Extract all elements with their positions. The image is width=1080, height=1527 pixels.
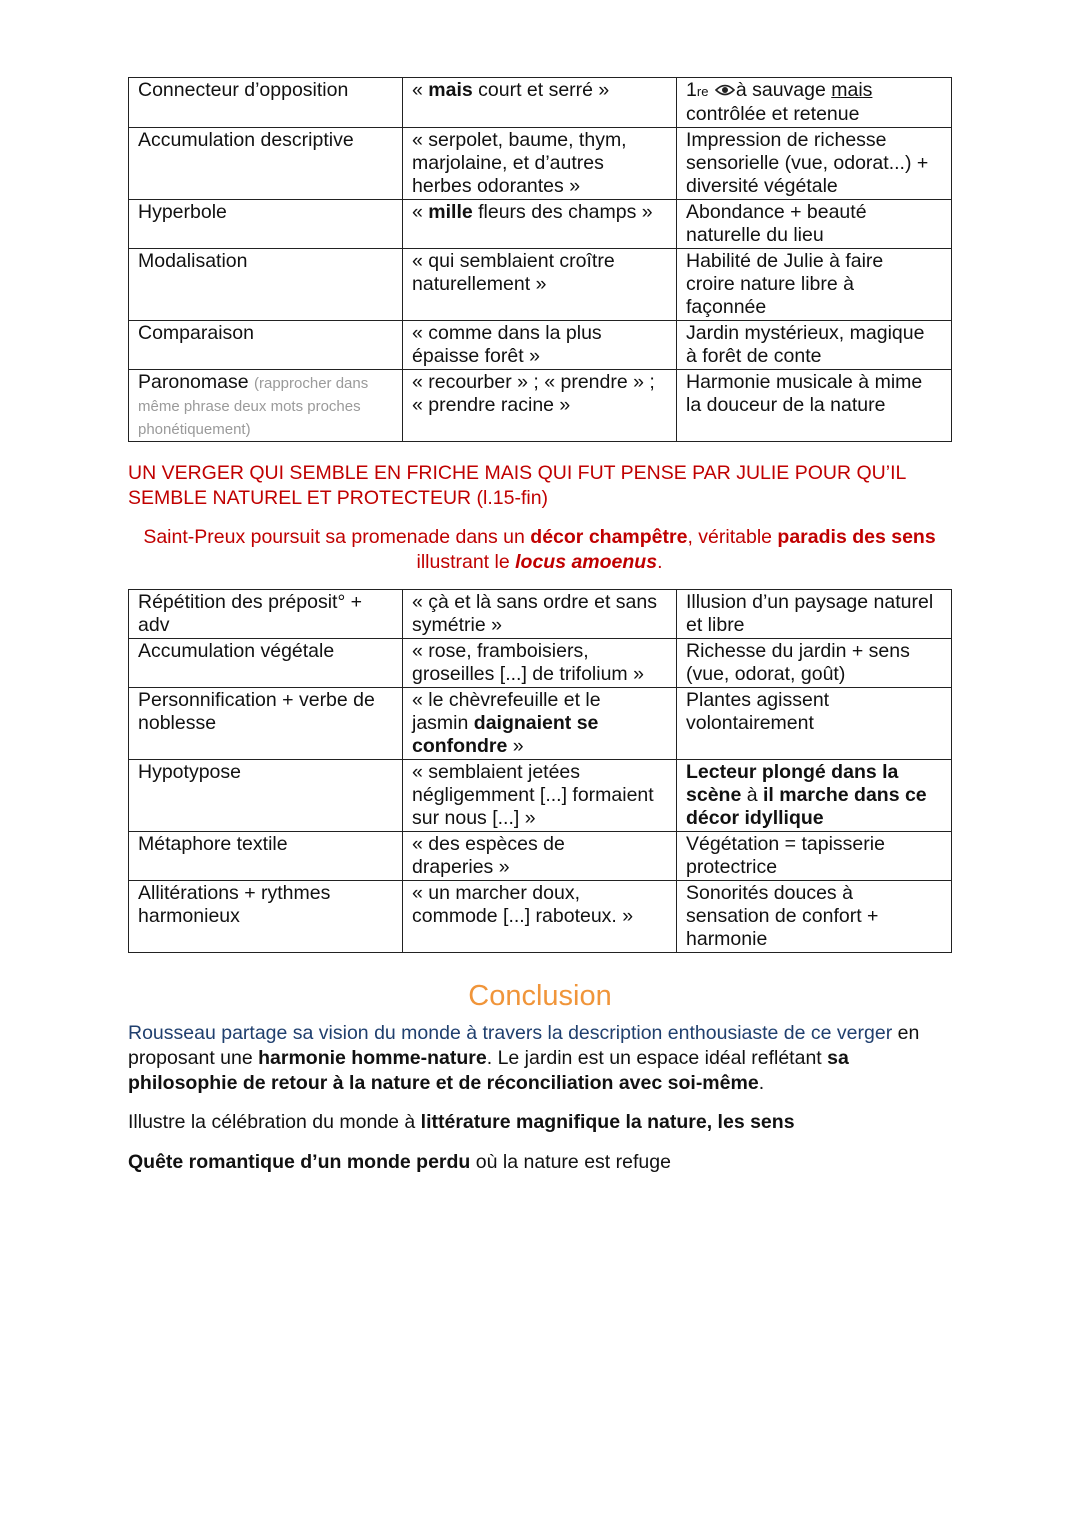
conclusion-paragraph-3: Quête romantique d’un monde perdu où la nature est refuge <box>128 1151 671 1173</box>
figure-name: Allitérations + rythmes harmonieux <box>129 881 403 953</box>
figure-name: Répétition des préposit° + adv <box>129 590 403 639</box>
quotation: « un marcher doux, commode [...] raboteux. » <box>403 881 677 953</box>
quotation: « semblaient jetées négligemment [...] formaient sur nous [...] » <box>403 760 677 832</box>
quotation: « le chèvrefeuille et le jasmin daignaient se confondre » <box>403 688 677 760</box>
figure-name: Modalisation <box>129 249 403 321</box>
table-row <box>129 370 952 442</box>
interpretation: Abondance + beauté naturelle du lieu <box>677 200 952 249</box>
table-row <box>129 639 952 688</box>
quotation: « mais court et serré » <box>403 78 677 128</box>
table-row <box>129 128 952 200</box>
table-row <box>129 249 952 321</box>
interpretation: Sonorités douces à sensation de confort + harmonie <box>677 881 952 953</box>
table-row <box>129 881 952 953</box>
quotation: « qui semblaient croître naturellement » <box>403 249 677 321</box>
table-row <box>129 321 952 370</box>
section-intro: Saint-Preux poursuit sa promenade dans un décor champêtre, véritable paradis des sens illustrant le locus amoenus. <box>143 526 936 573</box>
section-title: UN VERGER QUI SEMBLE EN FRICHE MAIS QUI FUT PENSE PAR JULIE POUR QU’IL SEMBLE NATUREL ET PROTECTEUR (l.15-fin) <box>128 462 907 509</box>
figure-name: Personnification + verbe de noblesse <box>129 688 403 760</box>
figure-name: Hyperbole <box>129 200 403 249</box>
interpretation: Richesse du jardin + sens (vue, odorat, goût) <box>677 639 952 688</box>
figure-name: Accumulation végétale <box>129 639 403 688</box>
interpretation: Illusion d’un paysage naturel et libre <box>677 590 952 639</box>
table-row <box>129 688 952 760</box>
figure-name: Connecteur d’opposition <box>129 78 403 128</box>
table-row <box>129 78 952 128</box>
conclusion-paragraph-1: Rousseau partage sa vision du monde à travers la description enthousiaste de ce verger en proposant une harmonie homme-nature. Le jardin est un espace idéal reflétant sa philosophie de retour à la nature et de réconciliation avec soi-même. <box>128 1022 920 1094</box>
quotation: « recourber » ; « prendre » ; « prendre racine » <box>403 370 677 442</box>
eye-icon <box>715 79 735 102</box>
quotation: « çà et là sans ordre et sans symétrie » <box>403 590 677 639</box>
figures-table-2 <box>128 589 952 953</box>
interpretation: Harmonie musicale à mime la douceur de la nature <box>677 370 952 442</box>
figure-name: Accumulation descriptive <box>129 128 403 200</box>
table-row <box>129 760 952 832</box>
figure-name: Comparaison <box>129 321 403 370</box>
figure-name: Hypotypose <box>129 760 403 832</box>
figure-name: Métaphore textile <box>129 832 403 881</box>
interpretation: Impression de richesse sensorielle (vue, odorat...) + diversité végétale <box>677 128 952 200</box>
quotation: « des espèces de draperies » <box>403 832 677 881</box>
interpretation: Végétation = tapisserie protectrice <box>677 832 952 881</box>
quotation: « mille fleurs des champs » <box>403 200 677 249</box>
table-row <box>129 832 952 881</box>
interpretation: Lecteur plongé dans la scène à il marche dans ce décor idyllique <box>677 760 952 832</box>
quotation: « serpolet, baume, thym, marjolaine, et d’autres herbes odorantes » <box>403 128 677 200</box>
interpretation: Habilité de Julie à faire croire nature libre à façonnée <box>677 249 952 321</box>
figures-table-1 <box>128 77 952 442</box>
interpretation: Jardin mystérieux, magique à forêt de conte <box>677 321 952 370</box>
interpretation: Plantes agissent volontairement <box>677 688 952 760</box>
conclusion-paragraph-2: Illustre la célébration du monde à littérature magnifique la nature, les sens <box>128 1111 795 1133</box>
figure-name: Paronomase (rapprocher dans même phrase deux mots proches phonétiquement) <box>129 370 403 442</box>
quotation: « comme dans la plus épaisse forêt » <box>403 321 677 370</box>
conclusion-title: Conclusion <box>468 980 612 1012</box>
table-row <box>129 200 952 249</box>
quotation: « rose, framboisiers, groseilles [...] de trifolium » <box>403 639 677 688</box>
table-row <box>129 590 952 639</box>
interpretation: 1re à sauvage mais contrôlée et retenue <box>677 78 952 128</box>
